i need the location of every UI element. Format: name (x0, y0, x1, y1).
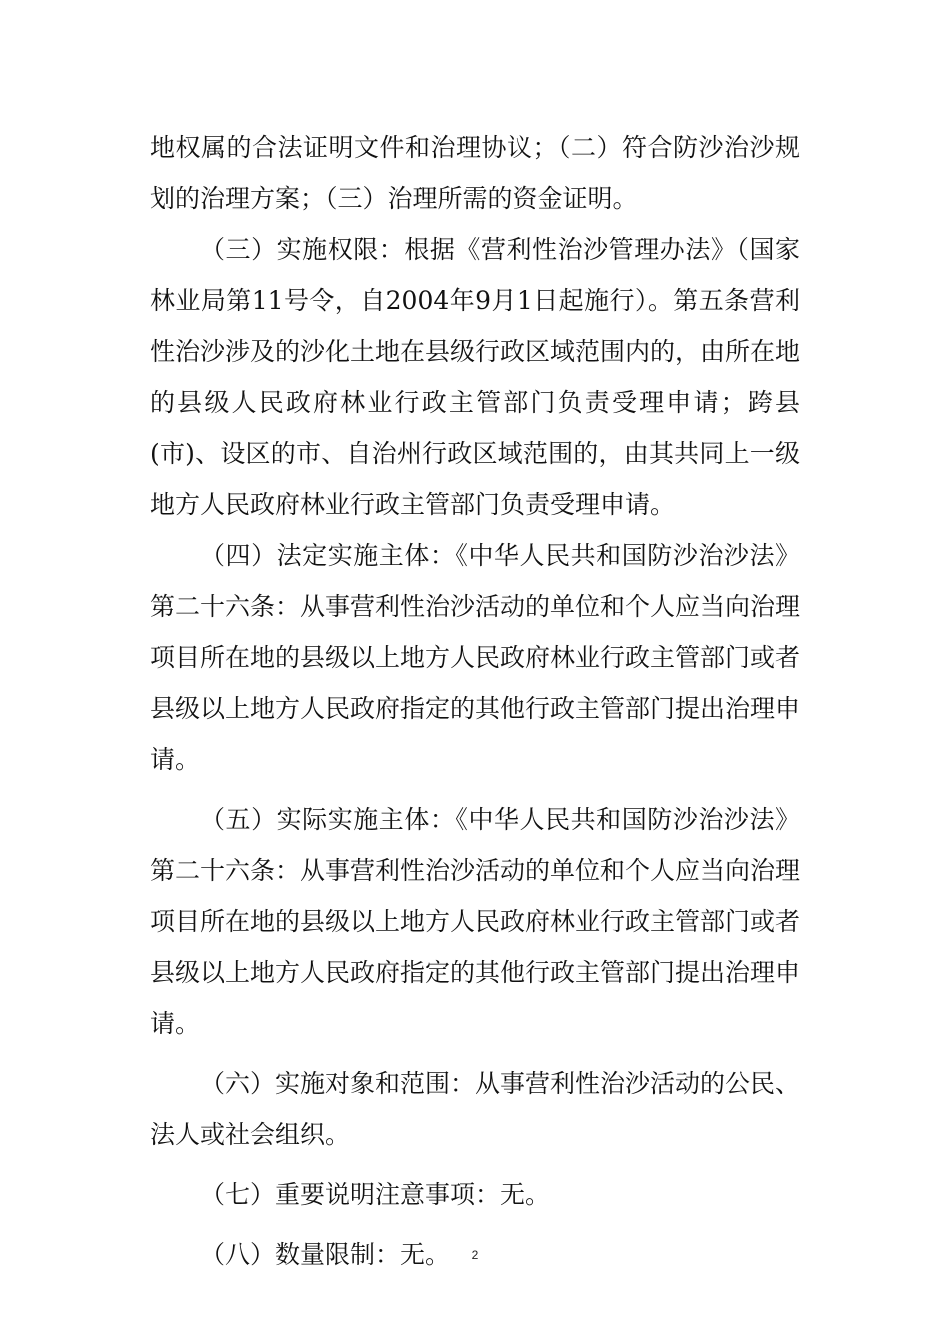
paragraph-quantity-limit: （八）数量限制：无。 (200, 1240, 451, 1269)
page-number: 2 (471, 1248, 479, 1262)
document-body (150, 122, 800, 1280)
paragraph-continuation: 地权属的合法证明文件和治理协议；（二）符合防沙治沙规划的治理方案；（三）治理所需的资金证明。 (150, 133, 800, 213)
paragraph-scope: （六）实施对象和范围：从事营利性治沙活动的公民、法人或社会组织。 (150, 1069, 801, 1149)
paragraph-notes: （七）重要说明注意事项：无。 (200, 1180, 551, 1209)
paragraph-actual-entity: （五）实际实施主体：《中华人民共和国防沙治沙法》第二十六条：从事营利性治沙活动的单位和个人应当向治理项目所在地的县级以上地方人民政府林业行政主管部门或者县级以上地方人民政府指定的其他行政主管部门提出治理申请。 (150, 805, 801, 1038)
paragraph-implementation-authority: （三）实施权限：根据《营利性治沙管理办法》（国家林业局第11号令，自2004年9月1日起施行）。第五条营利性治沙涉及的沙化土地在县级行政区域范围内的，由所在地的县级人民政府林业行政主管部门负责受理申请；跨县(市)、设区的市、自治州行政区域范围的，由其共同上一级地方人民政府林业行政主管部门负责受理申请。 (150, 235, 801, 519)
paragraph-legal-entity: （四）法定实施主体：《中华人民共和国防沙治沙法》第二十六条：从事营利性治沙活动的单位和个人应当向治理项目所在地的县级以上地方人民政府林业行政主管部门或者县级以上地方人民政府指定的其他行政主管部门提出治理申请。 (150, 541, 801, 774)
